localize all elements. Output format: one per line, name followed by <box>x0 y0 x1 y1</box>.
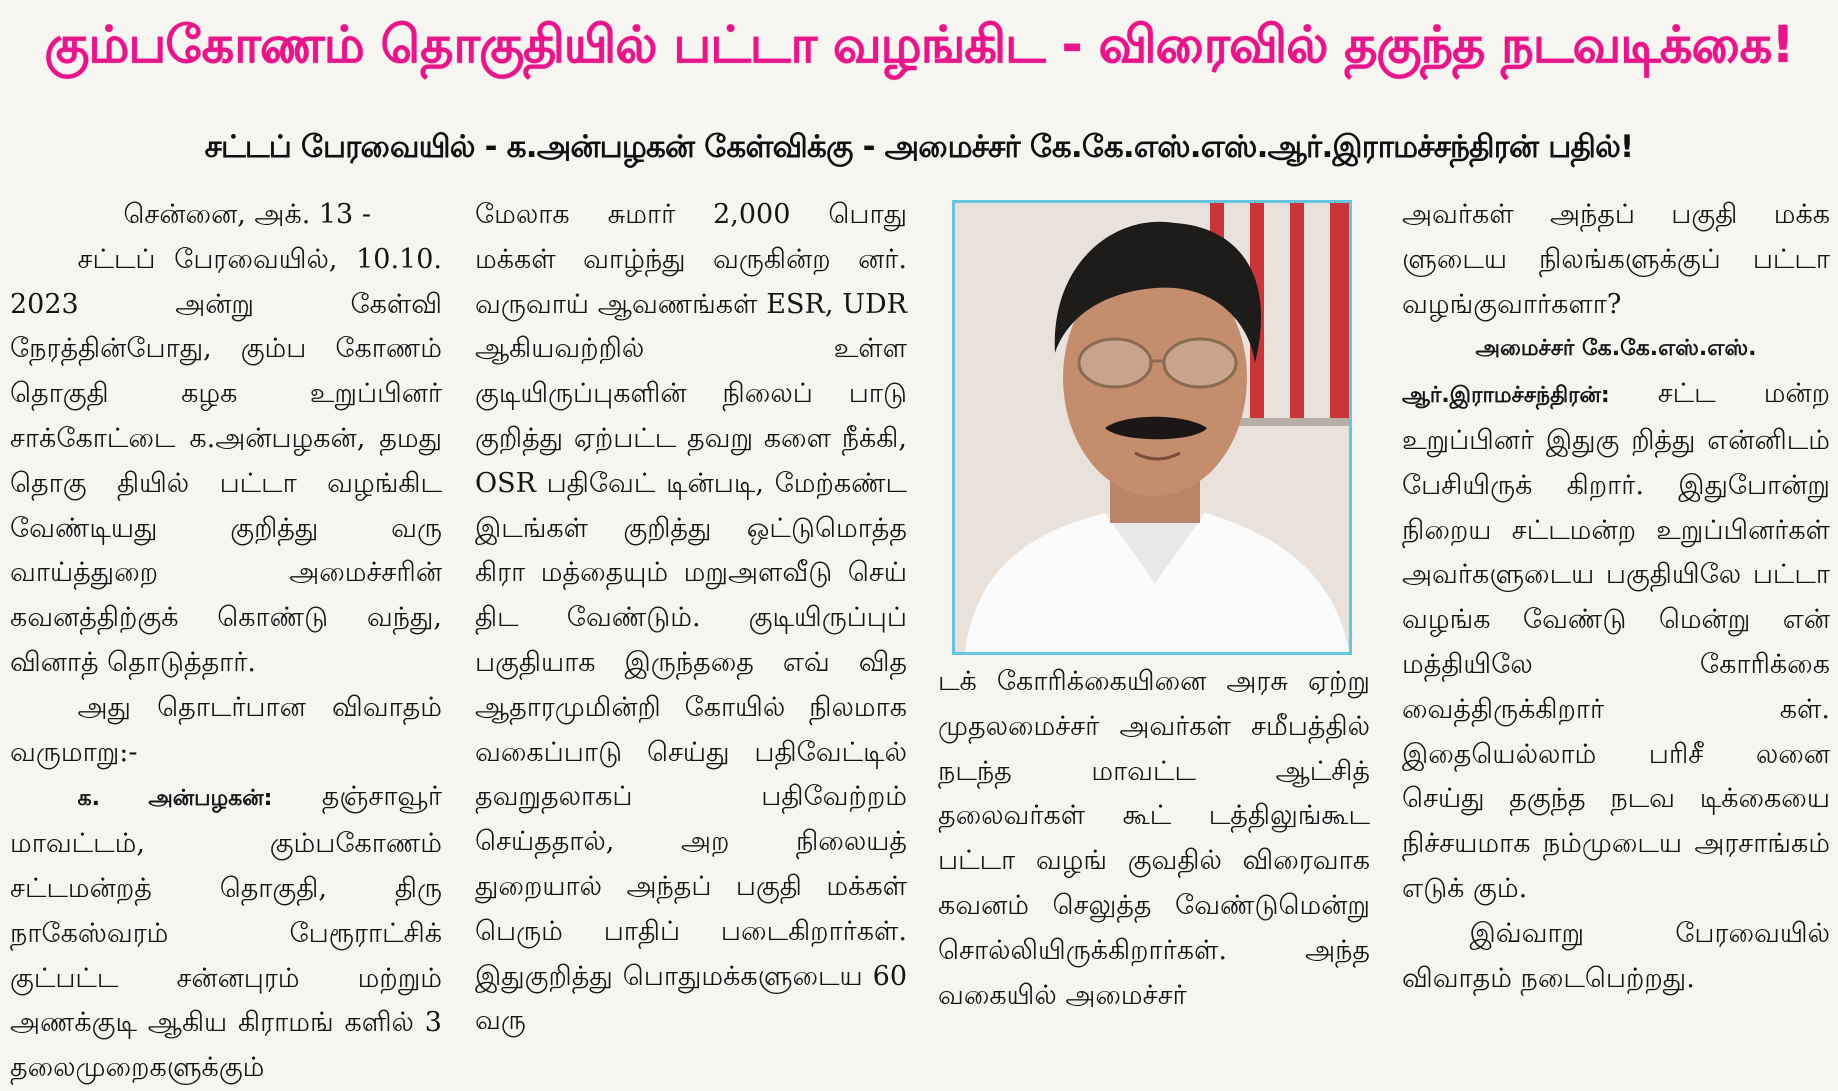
article-column-1 <box>10 193 442 1084</box>
article-column-3 <box>938 660 1370 1035</box>
portrait-illustration <box>955 203 1349 652</box>
column-4-question: அவர்கள் அந்தப் பகுதி மக்க ளுடைய நிலங்களுக்குப் பட்டா வழங்குவார்களா? <box>1402 199 1830 320</box>
intro-paragraph: சட்டப் பேரவையில், 10.10. 2023 அன்று கேள்வி நேரத்தின்போது, கும்ப கோணம் தொகுதி கழக உறுப்பினர் சாக்கோட்டை க.அன்பழகன், தமது தொகு தியில் பட்டா வழங்கிட வேண்டியது குறித்து வரு வாய்த்துறை அமைச்சரின் கவனத்திற்குக் கொண்டு வந்து, வினாத் தொடுத்தார். <box>10 243 442 678</box>
speaker-minister-line-2: ஆர்.இராமச்சந்திரன்: <box>1402 383 1610 409</box>
column-3-text: டக் கோரிக்கையினை அரசு ஏற்று முதலமைச்சர் அவர்கள் சமீபத்தில் நடந்த மாவட்ட ஆட்சித் தலைவர்கள் கூட் டத்திலுங்கூட பட்டா வழங் குவதில் விரைவாக கவனம் செலுத்த வேண்டுமென்று சொல்லியிருக்கிறார்கள். அந்த வகையில் அமைச்சர் <box>938 666 1370 1011</box>
speech-paragraph-minister <box>1402 372 1830 912</box>
dateline: சென்னை, அக். 13 - <box>123 199 371 230</box>
speech-text-anbalagan: தஞ்சாவூர் மாவட்டம், கும்பகோணம் சட்டமன்றத் தொகுதி, திரு நாகேஸ்வரம் பேரூராட்சிக் குட்பட்ட சன்னபுரம் மற்றும் அணக்குடி ஆகிய கிராமங் களில் 3 தலைமுறைகளுக்கும் <box>10 781 442 1084</box>
article-column-4 <box>1402 193 1830 1033</box>
portrait-photo <box>952 200 1352 655</box>
headline: கும்பகோணம் தொகுதியில் பட்டா வழங்கிட - விரைவில் தகுந்த நடவடிக்கை! <box>44 15 1794 75</box>
speaker-anbalagan: க. அன்பழகன்: <box>77 786 273 812</box>
closing-paragraph: இவ்வாறு பேரவையில் விவாதம் நடைபெற்றது. <box>1402 917 1830 994</box>
speech-text-minister: சட்ட மன்ற உறுப்பினர் இதுகு றித்து என்னிடம் பேசியிருக் கிறார். இதுபோன்று நிறைய சட்டமன்ற உறுப்பினர்கள் அவர்களுடைய பகுதியிலே பட்டா வழங்க வேண்டு மென்று என் மத்தியிலே கோரிக்கை வைத்திருக்கிறார் கள். இதையெல்லாம் பரிசீ லனை செய்து தகுந்த நடவ டிக்கையை நிச்சயமாக நம்முடைய அரசாங்கம் எடுக் கும். <box>1402 378 1830 904</box>
article-column-2 <box>475 193 907 1037</box>
subheadline: சட்டப் பேரவையில் - க.அன்பழகன் கேள்விக்கு - அமைச்சர் கே.கே.எஸ்.எஸ்.ஆர்.இராமச்சந்திரன் பதில்! <box>204 129 1634 165</box>
transition-paragraph: அது தொடர்பான விவாதம் வருமாறு:- <box>10 691 442 768</box>
speech-paragraph-anbalagan <box>10 775 442 1091</box>
speaker-minister-line-1: அமைச்சர் கே.கே.எஸ்.எஸ். <box>1475 336 1757 362</box>
column-2-text: மேலாக சுமார் 2,000 பொது மக்கள் வாழ்ந்து வருகின்ற னர். வருவாய் ஆவணங்கள் ESR, UDR ஆகியவற்றில் உள்ள குடியிருப்புகளின் நிலைப் பாடு குறித்து ஏற்பட்ட தவறு களை நீக்கி, OSR பதிவேட் டின்படி, மேற்கண்ட இடங்கள் குறித்து ஒட்டுமொத்த கிரா மத்தையும் மறுஅளவீடு செய் திட வேண்டும். குடியிருப்புப் பகுதியாக இருந்ததை எவ் வித ஆதாரமுமின்றி கோயில் நிலமாக வகைப்பாடு செய்து பதிவேட்டில் தவறுதலாகப் பதிவேற்றம் செய்ததால், அற நிலையத் துறையால் அந்தப் பகுதி மக்கள் பெரும் பாதிப் படைகிறார்கள். இதுகுறித்து பொதுமக்களுடைய 60 வரு <box>475 199 907 1037</box>
